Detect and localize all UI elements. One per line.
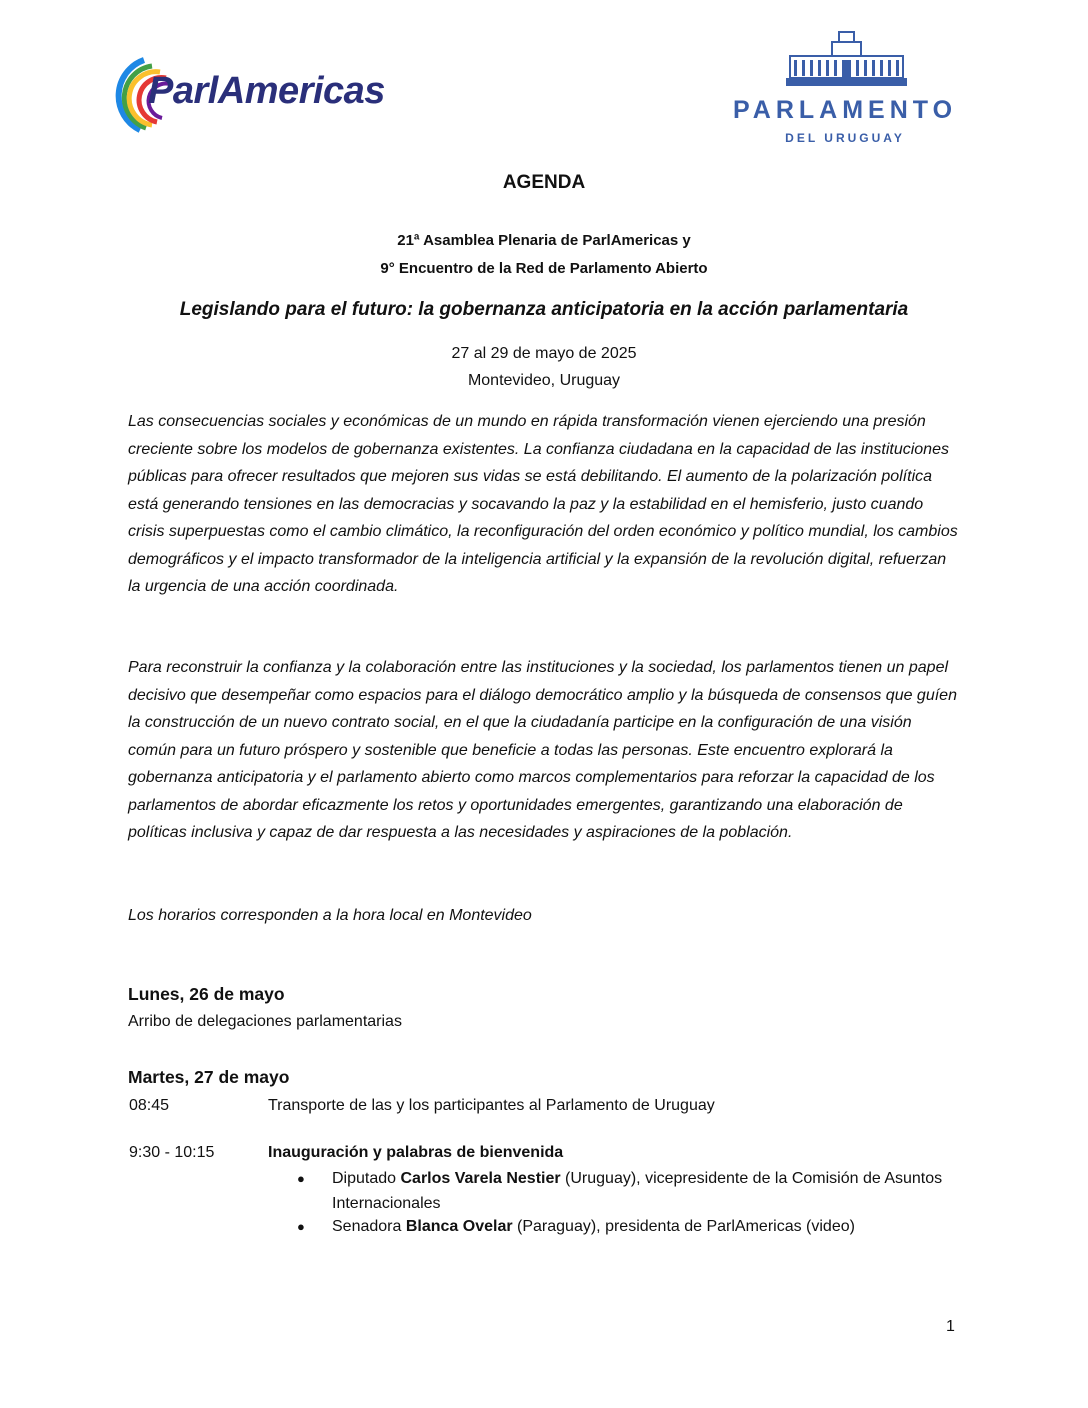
session-time: 08:45 xyxy=(129,1097,170,1114)
speaker-list-item xyxy=(332,1167,952,1216)
session-description: Transporte de las y los participantes al Parlamento de Uruguay xyxy=(268,1097,715,1114)
speaker-name: Carlos Varela Nestier xyxy=(400,1170,561,1187)
event-dates: 27 al 29 de mayo de 2025 xyxy=(451,345,637,362)
speaker-affiliation: (Paraguay), presidenta de ParlAmericas (video) xyxy=(512,1218,855,1235)
bullet-icon: ● xyxy=(297,1219,305,1234)
event-theme: Legislando para el futuro: la gobernanza anticipatoria en la acción parlamentaria xyxy=(179,299,909,320)
parlamericas-logo-text: ParlAmericas xyxy=(148,70,385,112)
parliament-building-icon xyxy=(784,30,909,88)
monday-activity: Arribo de delegaciones parlamentarias xyxy=(128,1013,402,1030)
bullet-icon: ● xyxy=(297,1171,305,1186)
parlamento-logo-subtitle: DEL URUGUAY xyxy=(785,131,905,145)
parlamento-logo-name: PARLAMENTO xyxy=(732,96,958,124)
session-time: 9:30 - 10:15 xyxy=(129,1144,215,1161)
assembly-title-line2: 9° Encuentro de la Red de Parlamento Abierto xyxy=(380,260,708,277)
speaker-role: Diputado xyxy=(332,1170,401,1187)
assembly-title-line1: 21ª Asamblea Plenaria de ParlAmericas y xyxy=(397,232,691,249)
speaker-role: Senadora xyxy=(332,1218,406,1235)
event-location: Montevideo, Uruguay xyxy=(467,372,621,389)
intro-paragraph-1: Las consecuencias sociales y económicas de un mundo en rápida transformación vienen ejerciendo una presión creciente sobre los modelos de gobernanza existentes. La confianza ciudadana en la capacidad de las instituciones públicas para ofrecer resultados que mejoren sus vidas se está debilitando. El aumento de la polarización política está generando tensiones en las democracias y socavando la paz y la estabilidad en el hemisferio, justo cuando crisis superpuestas como el cambio climático, la reconfiguración del orden económico y político mundial, los cambios demográficos y el impacto transformador de la inteligencia artificial y la expansión de la revolución digital, refuerzan la urgencia de una acción coordinada. xyxy=(128,413,958,595)
time-zone-note: Los horarios corresponden a la hora local en Montevideo xyxy=(128,907,532,924)
session-title: Inauguración y palabras de bienvenida xyxy=(268,1144,564,1161)
page-number: 1 xyxy=(946,1318,955,1335)
agenda-title: AGENDA xyxy=(502,172,586,193)
intro-paragraph-2: Para reconstruir la confianza y la colaboración entre las instituciones y la sociedad, los parlamentos tienen un papel decisivo que desempeñar como espacios para el diálogo democrático amplio y la búsqueda de consensos que guíen la construcción de un nuevo contrato social, en el que la ciudadanía participe en la configuración de una visión común para un futuro próspero y sostenible que beneficie a todas las personas. Este encuentro explorará la gobernanza anticipatoria y el parlamento abierto como marcos complementarios para reforzar la capacidad de los parlamentos de abordar eficazmente los retos y oportunidades emergentes, garantizando una elaboración de políticas inclusiva y capaz de dar respuesta a las necesidades y aspiraciones de la población. xyxy=(128,659,957,841)
speaker-name: Blanca Ovelar xyxy=(405,1218,513,1235)
day-heading-tuesday: Martes, 27 de mayo xyxy=(128,1067,290,1087)
day-heading-monday: Lunes, 26 de mayo xyxy=(128,984,285,1004)
speaker-affiliation: (Uruguay), vicepresidente de la Comisión de Asuntos Internacionales xyxy=(332,1170,943,1212)
speaker-list-item xyxy=(332,1215,952,1240)
